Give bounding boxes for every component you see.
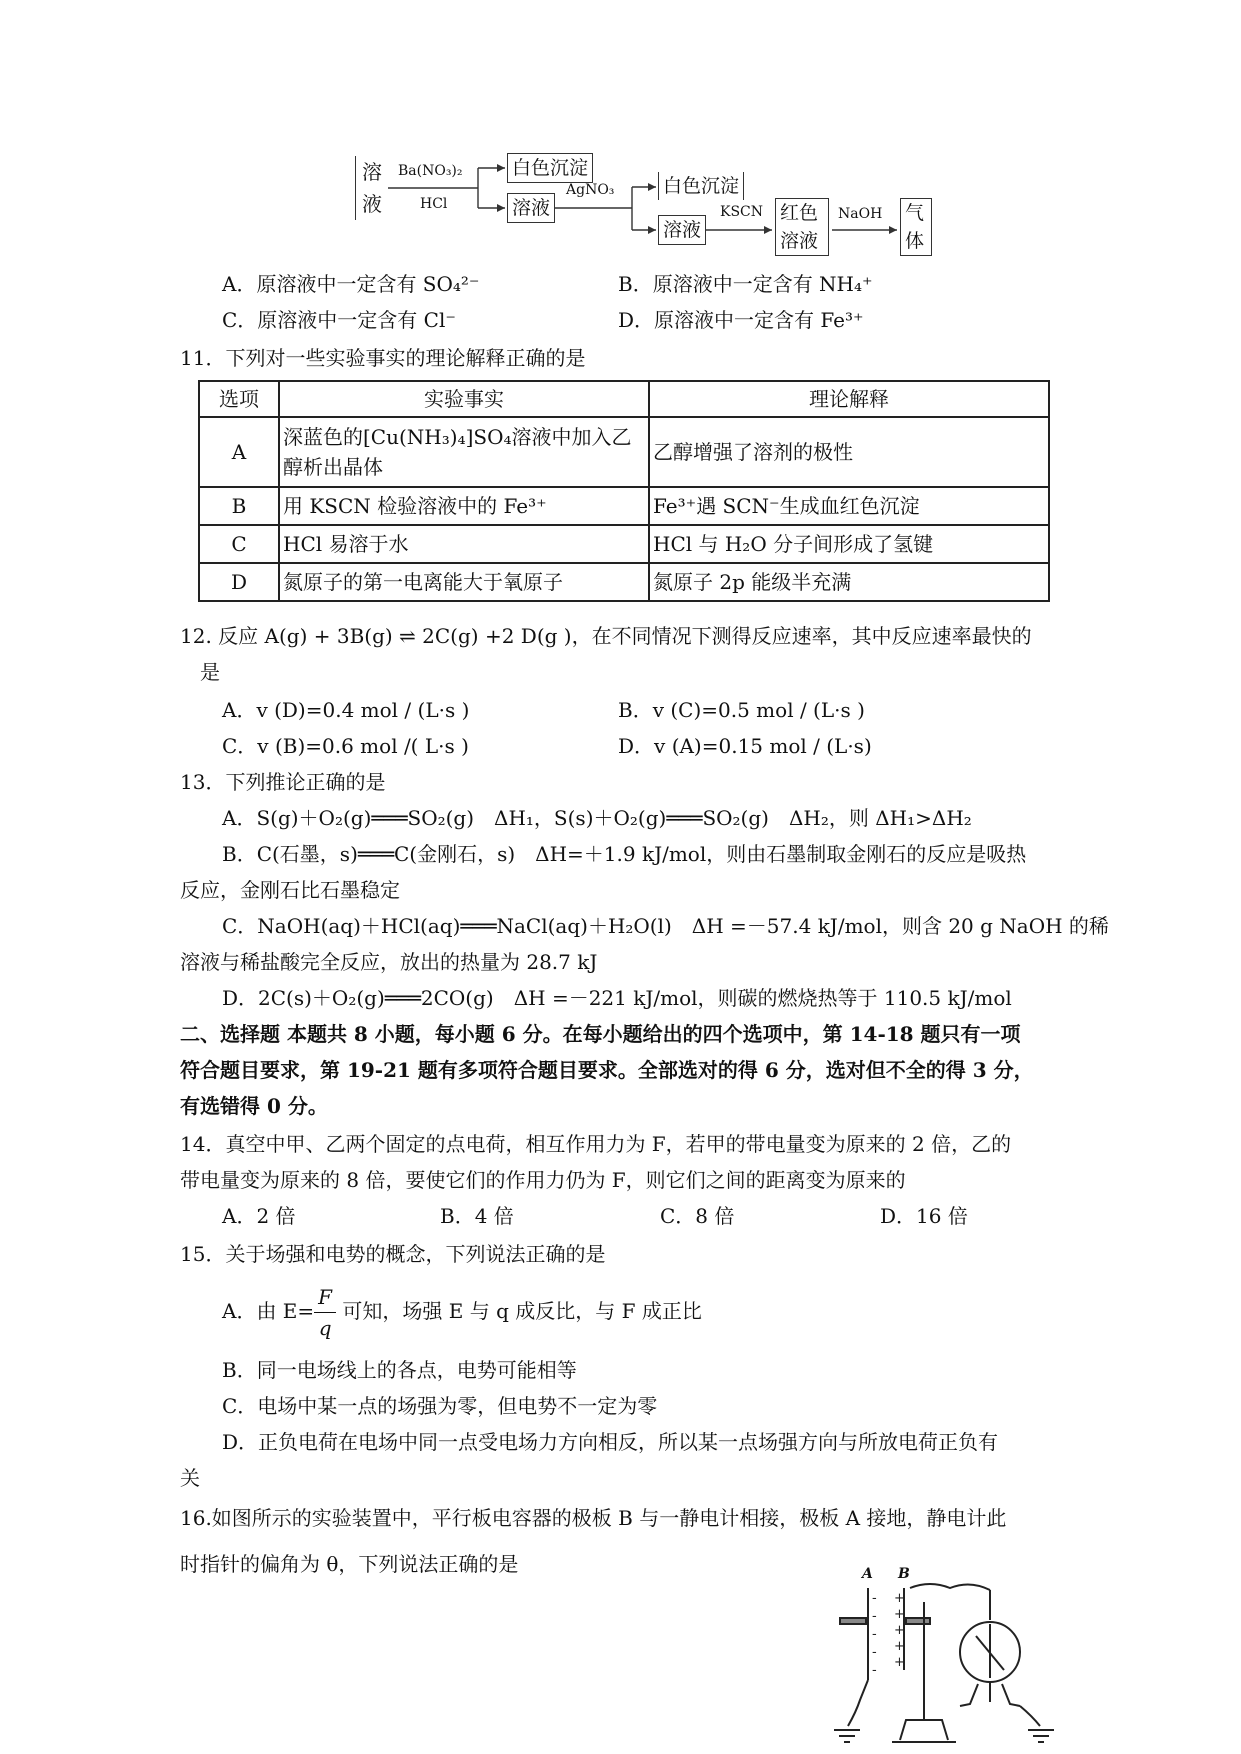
svg-text:+: + xyxy=(894,1655,905,1670)
q13-option-c: C．NaOH(aq)＋HCl(aq)═══NaCl(aq)＋H₂O(l) ΔH =－57.4 kJ/mol，则含 20 g NaOH 的稀 xyxy=(222,914,1109,938)
q14-stem: 14．真空中甲、乙两个固定的点电荷，相互作用力为 F，若甲的带电量变为原来的 2 倍，乙的 xyxy=(180,1132,1012,1156)
flow-sol2: 溶液 xyxy=(658,215,706,245)
q15-option-d-cont: 关 xyxy=(180,1466,200,1490)
flow-ppt2: 白色沉淀 xyxy=(658,172,744,200)
svg-text:+: + xyxy=(894,1639,905,1654)
table-cell-reason: HCl 与 H₂O 分子间形成了氢键 xyxy=(649,525,1049,563)
q12-option-b: B．v (C)=0.5 mol / (L·s ) xyxy=(618,698,865,722)
table-cell-option: C xyxy=(199,525,279,563)
q14-option-b: B．4 倍 xyxy=(440,1204,514,1228)
table-cell-fact: 深蓝色的[Cu(NH₃)₄]SO₄溶液中加入乙醇析出晶体 xyxy=(279,417,649,487)
q15-option-a-prefix: A．由 E= xyxy=(222,1299,315,1323)
svg-text:-: - xyxy=(872,1645,877,1660)
q15-stem: 15．关于场强和电势的概念，下列说法正确的是 xyxy=(180,1242,606,1266)
flow-start: 溶液 xyxy=(362,160,382,216)
flow-arrows xyxy=(0,0,1241,270)
svg-text:+: + xyxy=(894,1607,905,1622)
q12-option-a: A．v (D)=0.4 mol / (L·s ) xyxy=(222,698,470,722)
q14-option-d: D．16 倍 xyxy=(880,1204,968,1228)
table-header: 理论解释 xyxy=(649,381,1049,417)
flow-reagent1-bottom: HCl xyxy=(420,196,448,212)
q16-stem: 16.如图所示的实验装置中，平行板电容器的极板 B 与一静电计相接，极板 A 接地，静电计此 xyxy=(180,1506,1007,1530)
q15-option-c: C．电场中某一点的场强为零，但电势不一定为零 xyxy=(222,1394,658,1418)
fraction-numerator: F xyxy=(314,1282,336,1313)
flow-gas: 气体 xyxy=(900,198,932,256)
table-header: 选项 xyxy=(199,381,279,417)
svg-text:-: - xyxy=(872,1591,877,1606)
formula-fraction xyxy=(314,1282,336,1343)
q12-stem-cont: 是 xyxy=(200,660,220,684)
table-cell-option: D xyxy=(199,563,279,601)
table-row xyxy=(199,487,1049,525)
q10-option-c: C．原溶液中一定含有 Cl⁻ xyxy=(222,308,456,332)
table-cell-reason: Fe³⁺遇 SCN⁻生成血红色沉淀 xyxy=(649,487,1049,525)
table-cell-fact: 氮原子的第一电离能大于氧原子 xyxy=(279,563,649,601)
section2-instructions-cont: 符合题目要求，第 19-21 题有多项符合题目要求。全部选对的得 6 分，选对但不全的得 3 分， xyxy=(180,1058,1034,1082)
fraction-denominator: q xyxy=(318,1316,332,1340)
q11-table xyxy=(198,380,1050,602)
q13-option-c-cont: 溶液与稀盐酸完全反应，放出的热量为 28.7 kJ xyxy=(180,950,598,974)
table-header-row xyxy=(199,381,1049,417)
flow-ppt1: 白色沉淀 xyxy=(507,153,593,183)
flow-reagent3: KSCN xyxy=(720,204,764,220)
q10-option-a: A．原溶液中一定含有 SO₄²⁻ xyxy=(222,272,480,296)
q13-option-b: B．C(石墨，s)═══C(金刚石，s) ΔH=＋1.9 kJ/mol，则由石墨制取金刚石的反应是吸热 xyxy=(222,842,1027,866)
q12-stem: 12. 反应 A(g) + 3B(g) ⇌ 2C(g) +2 D(g )，在不同情况下测得反应速率，其中反应速率最快的 xyxy=(180,624,1032,648)
flow-reagent4: NaOH xyxy=(838,206,883,222)
q16-stem-cont: 时指针的偏角为 θ，下列说法正确的是 xyxy=(180,1552,519,1576)
flow-reagent1-top: Ba(NO₃)₂ xyxy=(398,163,463,179)
q12-option-c: C．v (B)=0.6 mol /( L·s ) xyxy=(222,734,469,758)
q13-option-b-cont: 反应，金刚石比石墨稳定 xyxy=(180,878,400,902)
table-row xyxy=(199,563,1049,601)
section2-instructions-end: 有选错得 0 分。 xyxy=(180,1094,328,1118)
table-cell-reason: 氮原子 2p 能级半充满 xyxy=(649,563,1049,601)
svg-text:-: - xyxy=(872,1663,877,1678)
q13-option-a: A．S(g)＋O₂(g)═══SO₂(g) ΔH₁，S(s)＋O₂(g)═══SO₂(g) ΔH₂，则 ΔH₁>ΔH₂ xyxy=(222,806,972,830)
q10-option-d: D．原溶液中一定含有 Fe³⁺ xyxy=(618,308,864,332)
q13-option-d: D．2C(s)＋O₂(g)═══2CO(g) ΔH =－221 kJ/mol，则碳的燃烧热等于 110.5 kJ/mol xyxy=(222,986,1012,1010)
table-row xyxy=(199,525,1049,563)
q12-option-d: D．v (A)=0.15 mol / (L·s) xyxy=(618,734,872,758)
q11-stem: 11．下列对一些实验事实的理论解释正确的是 xyxy=(180,346,586,370)
q10-option-b: B．原溶液中一定含有 NH₄⁺ xyxy=(618,272,873,296)
section2-instructions: 二、选择题 本题共 8 小题，每小题 6 分。在每小题给出的四个选项中，第 14-18 题只有一项 xyxy=(180,1022,1021,1046)
q15-option-d: D．正负电荷在电场中同一点受电场力方向相反，所以某一点场强方向与所放电荷正负有 xyxy=(222,1430,999,1454)
q14-option-c: C．8 倍 xyxy=(660,1204,735,1228)
q14-stem-cont: 带电量变为原来的 8 倍，要使它们的作用力仍为 F，则它们之间的距离变为原来的 xyxy=(180,1168,906,1192)
q15-option-a-suffix: 可知，场强 E 与 q 成反比，与 F 成正比 xyxy=(342,1299,702,1323)
plate-a-label: A xyxy=(862,1566,873,1582)
q15-option-a xyxy=(222,1282,702,1343)
capacitor-electroscope-drawing xyxy=(820,1580,1080,1750)
plate-b-label: B xyxy=(898,1566,910,1582)
table-cell-option: B xyxy=(199,487,279,525)
q14-option-a: A．2 倍 xyxy=(222,1204,296,1228)
svg-text:+: + xyxy=(894,1623,905,1638)
table-cell-fact: HCl 易溶于水 xyxy=(279,525,649,563)
table-cell-option: A xyxy=(199,417,279,487)
table-cell-fact: 用 KSCN 检验溶液中的 Fe³⁺ xyxy=(279,487,649,525)
table-cell-reason: 乙醇增强了溶剂的极性 xyxy=(649,417,1049,487)
q15-option-b: B．同一电场线上的各点，电势可能相等 xyxy=(222,1358,577,1382)
svg-text:-: - xyxy=(872,1609,877,1624)
flow-reagent2: AgNO₃ xyxy=(566,182,615,198)
flow-red-solution: 红色溶液 xyxy=(775,198,829,256)
svg-text:-: - xyxy=(872,1627,877,1642)
table-row xyxy=(199,417,1049,487)
table-header: 实验事实 xyxy=(279,381,649,417)
q13-stem: 13．下列推论正确的是 xyxy=(180,770,386,794)
flow-sol1: 溶液 xyxy=(507,193,555,223)
svg-text:+: + xyxy=(894,1591,905,1606)
